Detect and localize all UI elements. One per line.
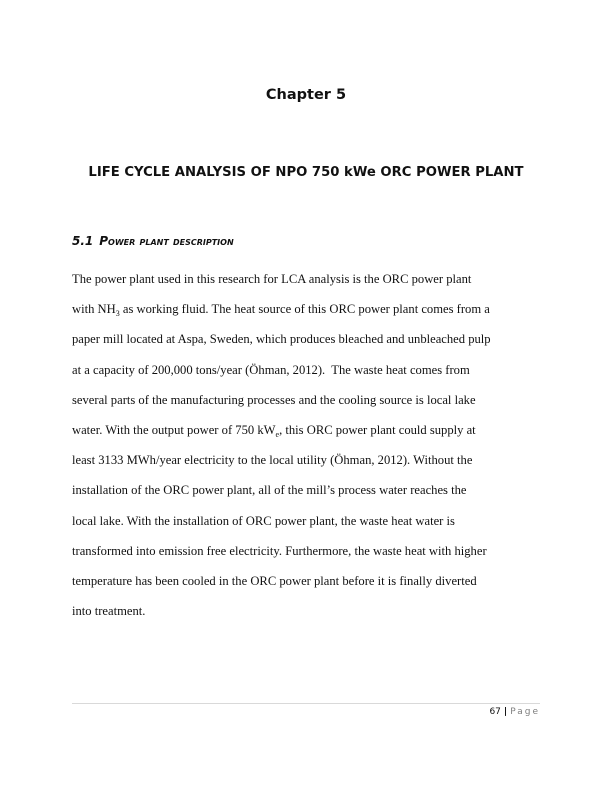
text-fragment: water. With the output power of 750 kW: [72, 422, 276, 437]
text-line: [72, 415, 542, 445]
text-line: The power plant used in this research for LCA analysis is the ORC power plant: [72, 272, 472, 286]
text-line: at a capacity of 200,000 tons/year (Öhman, 2012). The waste heat comes from: [72, 362, 470, 377]
body-paragraph: [72, 264, 542, 626]
text-line: least 3133 MWh/year electricity to the local utility (Öhman, 2012). Without the: [72, 453, 473, 468]
text-line: local lake. With the installation of ORC power plant, the waste heat water is: [72, 513, 455, 528]
section-number: 5.1: [72, 234, 94, 248]
text-line: several parts of the manufacturing processes and the cooling source is local lake: [72, 392, 476, 407]
text-line: transformed into emission free electricity. Furthermore, the waste heat with higher: [72, 543, 487, 558]
section-heading: [72, 234, 234, 248]
chapter-title: LIFE CYCLE ANALYSIS OF NPO 750 kWe ORC POWER PLANT: [88, 165, 524, 180]
text-line: [72, 294, 542, 324]
chapter-label: Chapter 5: [265, 87, 347, 103]
text-line: paper mill located at Aspa, Sweden, which produces bleached and unbleached pulp: [72, 332, 491, 347]
text-fragment: with NH: [72, 302, 116, 317]
text-fragment: , this ORC power plant could supply at: [279, 422, 476, 437]
subscript: e: [275, 429, 280, 439]
text-line: temperature has been cooled in the ORC power plant before it is finally diverted: [72, 573, 477, 588]
text-fragment: as working fluid. The heat source of this ORC power plant comes from a: [119, 302, 490, 317]
page-footer: [489, 707, 540, 717]
page-number: 67: [489, 707, 501, 717]
section-title: Power plant description: [99, 234, 234, 248]
footer-divider: [72, 703, 540, 704]
text-line: installation of the ORC power plant, all of the mill’s process water reaches the: [72, 483, 467, 498]
subscript: 3: [115, 309, 120, 319]
footer-separator: |: [503, 707, 508, 717]
page-label: Page: [510, 707, 540, 717]
text-line: into treatment.: [72, 604, 146, 619]
